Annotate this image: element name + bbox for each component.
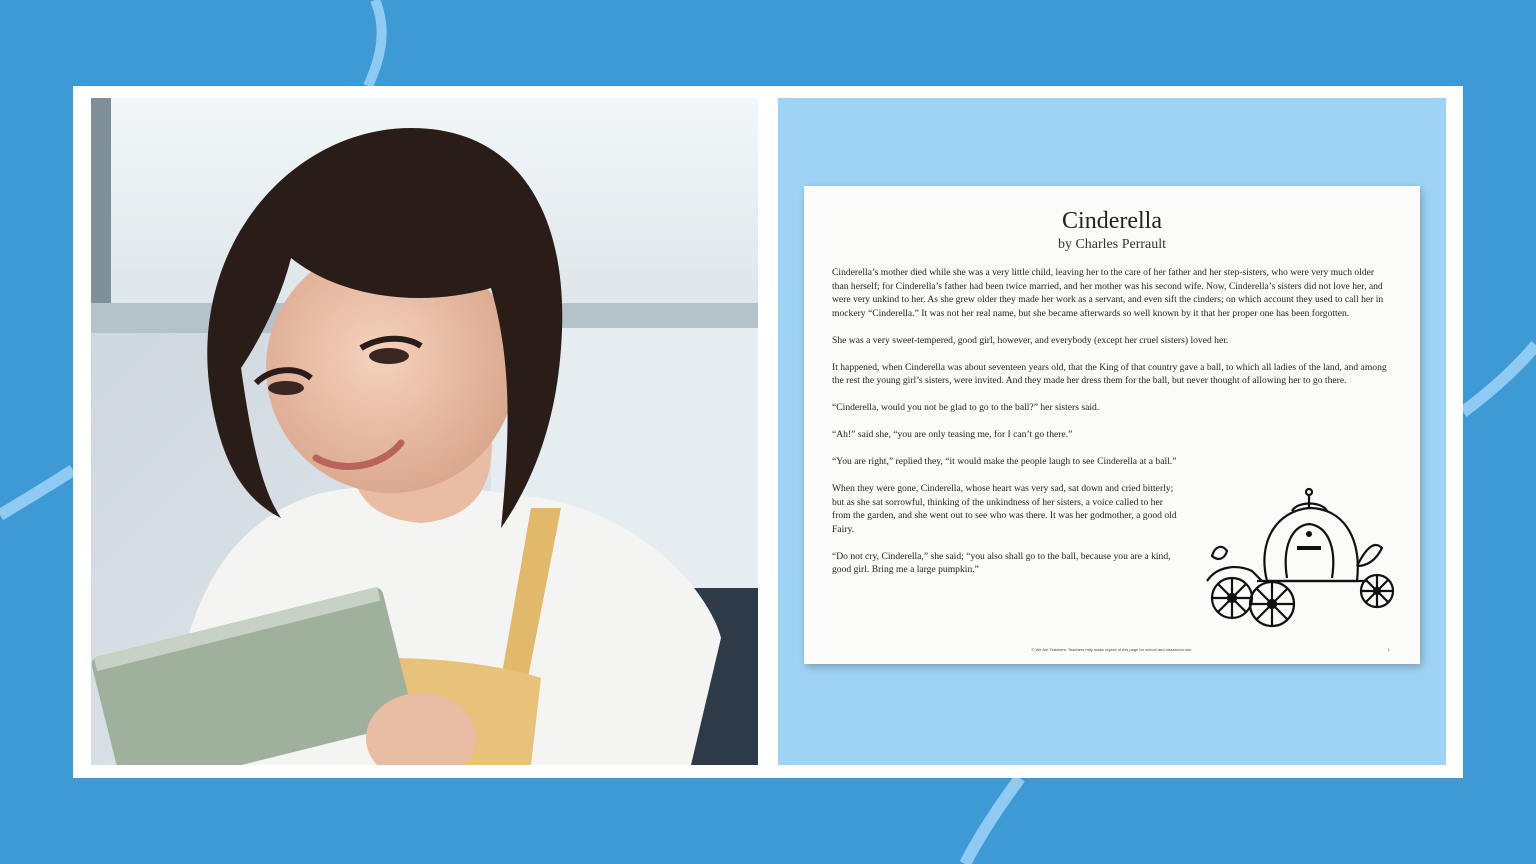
page-author: by Charles Perrault bbox=[1057, 237, 1167, 252]
paragraph: “Cinderella, would you not be glad to go to the ball?” her sisters said. bbox=[832, 402, 1100, 413]
girl-reading-photo bbox=[91, 98, 758, 765]
paragraph: “You are right,” replied they, “it would make the people laugh to see Cinderella at a ball.” bbox=[832, 456, 1177, 467]
worksheet-panel bbox=[778, 98, 1446, 765]
paragraph: “Ah!” said she, “you are only teasing me, for I can’t go there.” bbox=[832, 429, 1073, 440]
paragraph: It happened, when Cinderella was about seventeen years old, that the King of that country gave a ball, to which all ladies of the land, and among the rest the young girl’s sisters, were invited. And they made her dress them for the ball, but never thought of allowing her to go there. bbox=[832, 361, 1387, 386]
worksheet-page bbox=[804, 186, 1420, 664]
paragraph: “Do not cry, Cinderella,” she said; “you also shall go to the ball, because you are a kind, good girl. Bring me a large pumpkin.” bbox=[832, 550, 1171, 575]
page-number: 1 bbox=[1387, 647, 1390, 652]
carriage-illustration bbox=[1197, 486, 1397, 636]
image-frame bbox=[73, 86, 1463, 778]
page-title: Cinderella bbox=[1062, 208, 1162, 234]
paragraph: Cinderella’s mother died while she was a very little child, leaving her to the care of her father and her step-sisters, who were very much older than herself; for Cinderella’s father had been twice married, and her mother was his second wife. Now, Cinderella’s sisters did not love her, and were very unkind to her. As she grew older they made her work as a servant, and even sift the cinders; on which account they used to call her in mockery “Cinderella.” It was not her real name, but she became afterwards so well known by it that her proper one has been forgotten. bbox=[832, 267, 1384, 319]
copyright-note: © We Are Teachers. Teachers may make copies of this page for school and classroom use. bbox=[1031, 647, 1193, 652]
paragraph: When they were gone, Cinderella, whose heart was very sad, sat down and cried bitterly; but as she sat sorrowful, thinking of the unkindness of her sisters, a voice called to her from the garden, and she went out to see who was there. It was her godmother, a good old Fairy. bbox=[832, 483, 1177, 535]
paragraph: She was a very sweet-tempered, good girl, however, and everybody (except her cruel sisters) loved her. bbox=[832, 334, 1229, 346]
